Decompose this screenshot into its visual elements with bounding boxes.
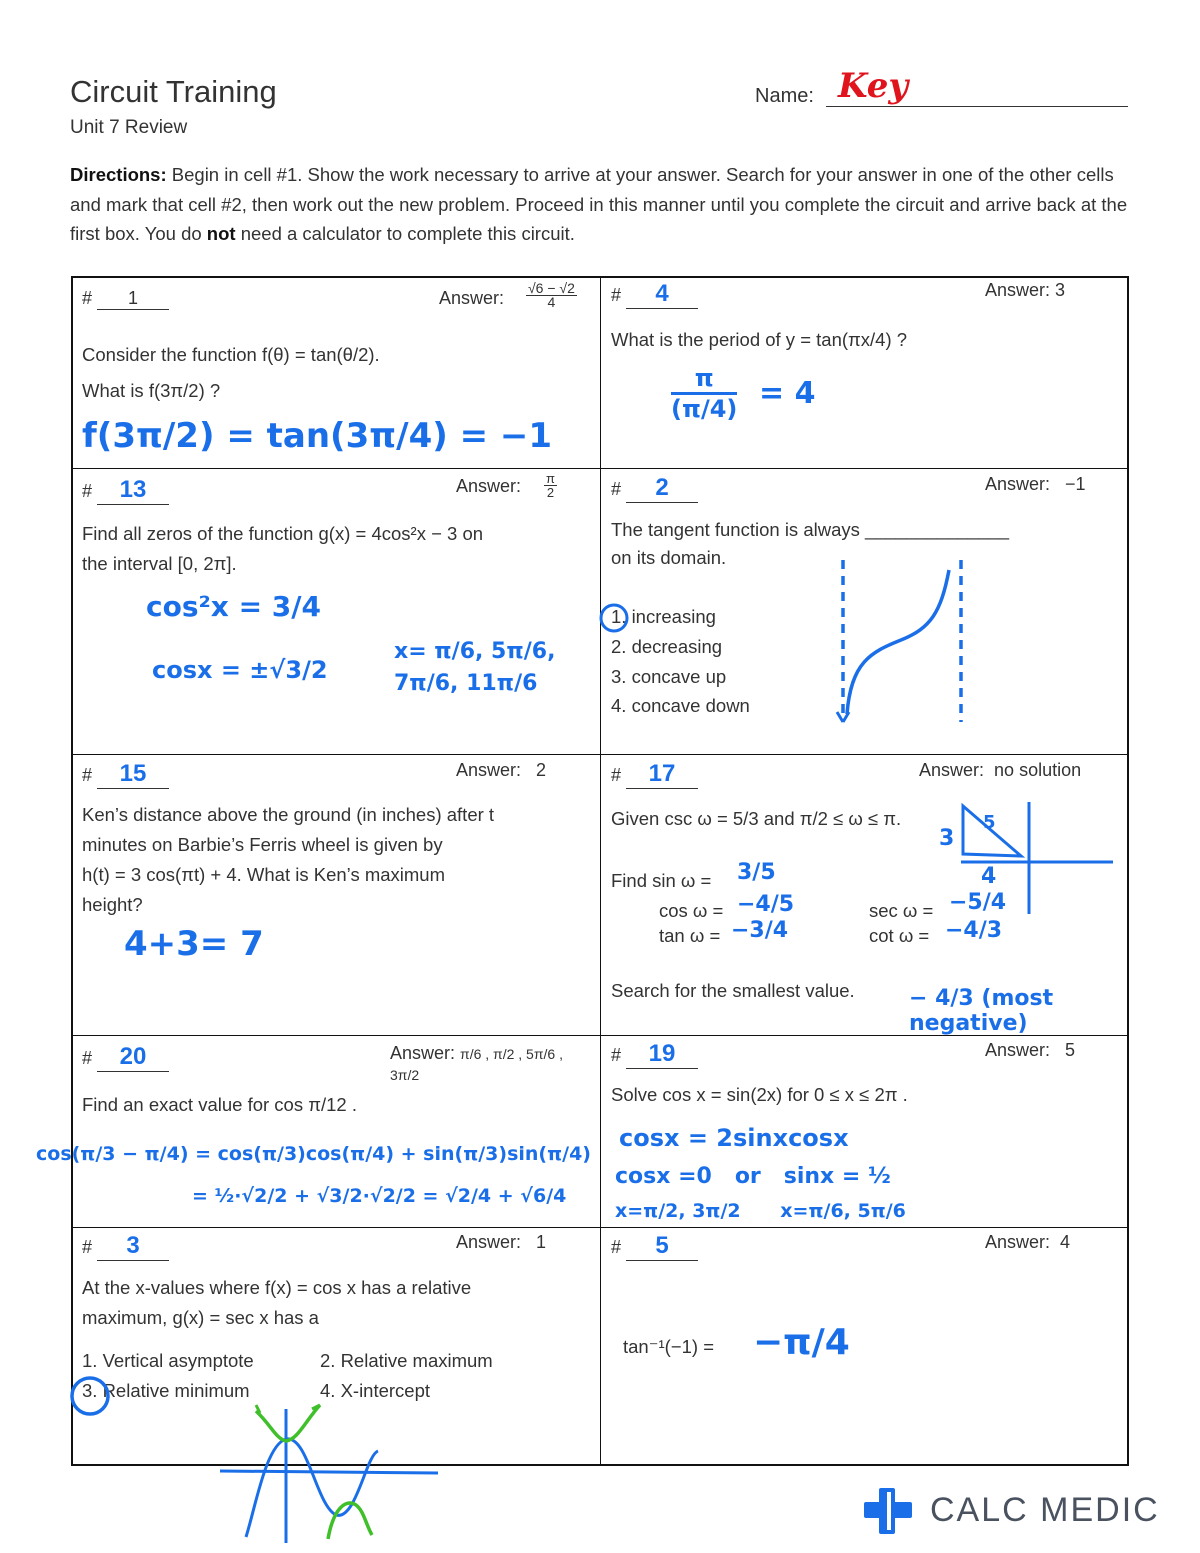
handwritten-step-3: x=π/2, 3π/2 x=π/6, 5π/6 <box>615 1200 906 1222</box>
question-line-2: maximum, g(x) = sec x has a <box>82 1307 319 1328</box>
answer-circle-icon <box>66 1372 114 1420</box>
brand-name: CALC MEDIC <box>930 1491 1160 1529</box>
cell-number-value: 19 <box>626 1040 698 1069</box>
answer-value <box>544 472 557 499</box>
cell-7 <box>36 1043 592 1207</box>
cell-4 <box>611 474 1121 716</box>
cell-6 <box>611 760 1121 1036</box>
handwritten-work: f(3π/2) = tan(3π/4) = −1 <box>82 416 553 456</box>
cell-number: # 19 <box>611 1040 1121 1069</box>
cell-number: # 2 <box>611 474 1121 503</box>
tan-label: tan ω = <box>659 925 721 946</box>
tangent-graph-icon <box>831 552 981 732</box>
cell-number-value: 4 <box>626 280 698 309</box>
handwritten-step-1: cos(π/3 − π/4) = cos(π/3)cos(π/4) + sin(π/3)sin(π/4) <box>36 1143 591 1165</box>
cell-number: # 17 <box>611 760 1121 789</box>
handwritten-work: 4+3= 7 <box>124 924 264 964</box>
cell-number-value: 13 <box>97 476 169 505</box>
directions-text-1: Begin in cell #1. Show the work necessary to arrive at your answer. Search for your answer in one of the other cells and mark that cell #2, then work out the new problem. Proceed in this manner until you complete the circuit and arrive back at the first box. You do <box>70 164 1128 244</box>
cos-sec-sketch-icon <box>216 1395 446 1545</box>
handwritten-step-2: cosx =0 or sinx = ½ <box>615 1164 891 1189</box>
handwritten-solutions: x= π/6, 5π/6, 7π/6, 11π/6 <box>394 639 556 696</box>
cos-value: −4/5 <box>737 892 795 917</box>
given: Given csc ω = 5/3 and π/2 ≤ ω ≤ π. <box>611 808 902 829</box>
question-line-3: h(t) = 3 cos(πt) + 4. What is Ken’s maximum <box>82 864 445 885</box>
handwritten-step-2: = ½·√2/2 + √3/2·√2/2 = √2/4 + √6/4 <box>192 1185 567 1207</box>
answer-label: Answer: <box>456 1232 522 1252</box>
answer-label: Answer: <box>985 280 1051 300</box>
answer <box>919 760 1081 781</box>
row-divider <box>71 754 1129 755</box>
answer-value: no solution <box>994 760 1082 780</box>
directions-text-2: need a calculator to complete this circuit. <box>235 223 575 244</box>
question-line-2: the interval [0, 2π]. <box>82 553 237 574</box>
answer-value: −1 <box>1065 474 1086 494</box>
question-line-1: The tangent function is always ______________ <box>611 519 1010 540</box>
handwritten-step-1: cosx = 2sinxcosx <box>619 1124 849 1152</box>
cell-number: # 15 <box>82 760 592 789</box>
cell-number: # 5 <box>611 1232 1121 1261</box>
cell-number-value: 17 <box>626 760 698 789</box>
cell-3 <box>82 471 592 696</box>
cot-value: −4/3 <box>945 918 1003 943</box>
answer-circle-icon <box>597 602 631 636</box>
question-line-1: Consider the function f(θ) = tan(θ/2). <box>82 344 380 365</box>
answer-value: 3 <box>1055 280 1066 300</box>
answer-label: Answer: <box>390 1043 456 1063</box>
handwritten-step-2: cosx = ±√3/2 <box>152 656 328 684</box>
answer-label: Answer: <box>439 288 505 308</box>
answer-label: Answer: <box>985 1232 1051 1252</box>
search-instruction: Search for the smallest value. <box>611 980 855 1001</box>
option-4: 4. concave down <box>611 695 750 716</box>
answer <box>390 1043 592 1085</box>
sec-value: −5/4 <box>949 890 1007 915</box>
cell-number-value: 3 <box>97 1232 169 1261</box>
handwritten-answer: −π/4 <box>753 1322 850 1363</box>
question: What is the period of y = tan(πx/4) ? <box>611 329 908 350</box>
answer <box>456 1232 546 1253</box>
option-1: 1. Vertical asymptote <box>82 1350 254 1371</box>
cell-number-value: 15 <box>97 760 169 789</box>
answer <box>985 474 1086 495</box>
cell-5 <box>82 760 592 964</box>
question-line-2: on its domain. <box>611 547 727 568</box>
answer-label: Answer: <box>985 1040 1051 1060</box>
answer-value: 1 <box>536 1232 547 1252</box>
handwritten-fraction <box>671 364 737 423</box>
cell-number: # 1 <box>82 288 592 310</box>
sec-label: sec ω = <box>869 900 934 921</box>
answer-denominator: 4 <box>547 294 556 310</box>
triangle-side-a: 3 <box>939 826 955 851</box>
cell-9 <box>82 1232 592 1401</box>
question-line-4: height? <box>82 894 143 915</box>
hand-numerator: π <box>671 364 737 395</box>
answer-value: 2 <box>536 760 547 780</box>
question-line-1: Ken’s distance above the ground (in inches) after t <box>82 804 495 825</box>
cell-number-value: 5 <box>626 1232 698 1261</box>
directions <box>70 160 1135 249</box>
row-divider <box>71 468 1129 469</box>
answer-value: 4 <box>1060 1232 1071 1252</box>
answer-label: Answer: <box>919 760 985 780</box>
cos-label: cos ω = <box>659 900 724 921</box>
row-divider <box>71 1227 1129 1228</box>
hand-denominator: (π/4) <box>671 395 738 423</box>
question-line-2: What is f(3π/2) ? <box>82 380 221 401</box>
name-label: Name: <box>755 85 814 107</box>
grid-divider <box>600 276 601 1466</box>
cell-1 <box>82 280 592 456</box>
option-3: 3. concave up <box>611 666 727 687</box>
answer-label: Answer: <box>456 760 522 780</box>
question: Solve cos x = sin(2x) for 0 ≤ x ≤ 2π . <box>611 1084 908 1105</box>
sin-value: 3/5 <box>737 860 776 885</box>
cot-label: cot ω = <box>869 925 930 946</box>
directions-bold: not <box>206 223 236 244</box>
worksheet-subtitle: Unit 7 Review <box>70 117 188 138</box>
answer-numerator: √6 − √2 <box>528 280 575 296</box>
answer-numerator: π <box>546 471 555 486</box>
question: tan⁻¹(−1) = <box>623 1336 715 1357</box>
question: Find an exact value for cos π/12 . <box>82 1094 357 1115</box>
cell-number: # 4 <box>611 280 1121 309</box>
option-4: 4. X-intercept <box>320 1380 431 1401</box>
cell-number: # 13 <box>82 476 592 505</box>
triangle-hypotenuse: 5 <box>983 812 996 833</box>
handwritten-result: = 4 <box>759 376 816 411</box>
cell-number: # 20 <box>82 1043 592 1072</box>
triangle-side-b: 4 <box>981 864 997 889</box>
answer-value <box>526 282 577 309</box>
cell-number-value: 2 <box>626 474 698 503</box>
answer-label: Answer: <box>985 474 1051 494</box>
cell-8 <box>611 1040 1121 1222</box>
handwritten-step-1: cos²x = 3/4 <box>146 590 321 623</box>
answer-denominator: 2 <box>546 485 555 500</box>
find-sin-label: Find sin ω = <box>611 870 712 891</box>
answer-value: 5 <box>1065 1040 1076 1060</box>
name-line <box>826 106 1128 107</box>
answer <box>985 1040 1075 1061</box>
question-line-2: minutes on Barbie’s Ferris wheel is given by <box>82 834 443 855</box>
answer-label: Answer: <box>456 476 522 496</box>
option-2: 2. Relative maximum <box>320 1350 493 1371</box>
question-line-1: At the x-values where f(x) = cos x has a relative <box>82 1277 472 1298</box>
handwritten-note: − 4/3 (most negative) <box>909 986 1054 1036</box>
option-2: 2. decreasing <box>611 636 723 657</box>
worksheet-title: Circuit Training <box>70 74 277 109</box>
directions-label: Directions: <box>70 164 167 185</box>
cell-number-value: 1 <box>97 288 169 310</box>
tan-value: −3/4 <box>731 918 789 943</box>
answer <box>985 1232 1070 1253</box>
option-1: 1. increasing <box>611 606 716 627</box>
answer-value: π/6 , π/2 , 5π/6 , 3π/2 <box>390 1046 563 1083</box>
cell-number: # 3 <box>82 1232 592 1261</box>
cell-number-value: 20 <box>97 1043 169 1072</box>
name-value: Key <box>838 66 909 106</box>
option-3: 3. Relative minimum <box>82 1380 250 1401</box>
answer <box>985 280 1065 301</box>
question-line-1: Find all zeros of the function g(x) = 4cos²x − 3 on <box>82 523 484 544</box>
cell-10 <box>611 1232 1121 1363</box>
calc-medic-logo-icon <box>860 1486 916 1536</box>
answer <box>456 760 546 781</box>
